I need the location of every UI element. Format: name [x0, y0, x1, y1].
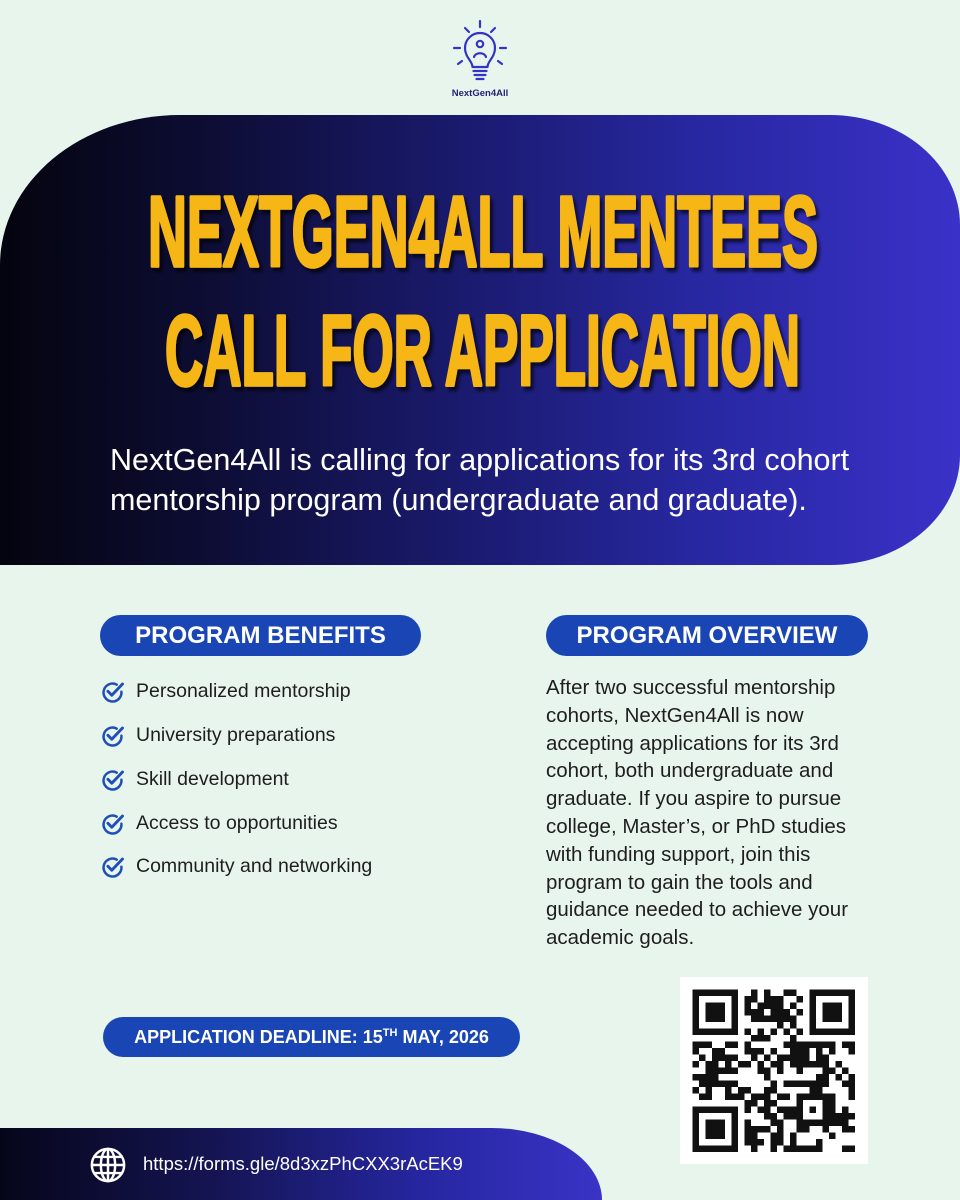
check-circle-icon — [100, 854, 125, 879]
benefit-label: Community and networking — [136, 855, 373, 878]
headline — [0, 115, 960, 415]
benefits-list — [100, 670, 440, 889]
qr-code — [680, 977, 868, 1164]
program-benefits-heading: PROGRAM BENEFITS — [100, 615, 421, 656]
benefit-label: Personalized mentorship — [136, 680, 351, 703]
deadline-ordinal-suffix: TH — [382, 1027, 398, 1039]
benefit-item — [100, 714, 440, 758]
application-deadline-badge — [103, 1017, 520, 1057]
benefit-item — [100, 801, 440, 845]
benefit-item — [100, 845, 440, 889]
check-circle-icon — [100, 811, 125, 836]
check-circle-icon — [100, 767, 125, 792]
banner-subtitle: NextGen4All is calling for applications for its 3rd cohort mentorship program (undergraduate and graduate). — [110, 443, 850, 517]
program-overview-heading: PROGRAM OVERVIEW — [546, 615, 868, 656]
footer-bar — [0, 1128, 602, 1200]
deadline-label: APPLICATION DEADLINE: 15 — [134, 1027, 383, 1047]
program-overview-text: After two successful mentorship cohorts, NextGen4All is now accepting applications for its 3rd cohort, both undergraduate and graduate. If you aspire to pursue college, Master’s, or PhD studies with funding support, join this program to gain the tools and guidance needed to achieve your academic goals. — [546, 676, 849, 950]
globe-icon — [89, 1146, 127, 1184]
title-line-1: NEXTGEN4ALL MENTEES — [148, 176, 818, 288]
qr-modules — [693, 990, 856, 1153]
benefit-item — [100, 758, 440, 802]
benefit-label: Access to opportunities — [136, 811, 338, 834]
hero-banner — [0, 115, 960, 565]
benefit-label: University preparations — [136, 724, 336, 747]
benefit-item — [100, 670, 440, 714]
qr-code-pattern — [680, 977, 868, 1164]
application-form-link[interactable]: https://forms.gle/8d3xzPhCXX3rAcEK9 — [143, 1153, 463, 1174]
brand-name: NextGen4All — [451, 88, 509, 99]
title-line-2: CALL FOR APPLICATION — [165, 295, 800, 407]
check-circle-icon — [100, 723, 125, 748]
lightbulb-logo-icon — [450, 18, 510, 90]
deadline-date: MAY, 2026 — [397, 1027, 489, 1047]
check-circle-icon — [100, 679, 125, 704]
benefit-label: Skill development — [136, 767, 289, 790]
